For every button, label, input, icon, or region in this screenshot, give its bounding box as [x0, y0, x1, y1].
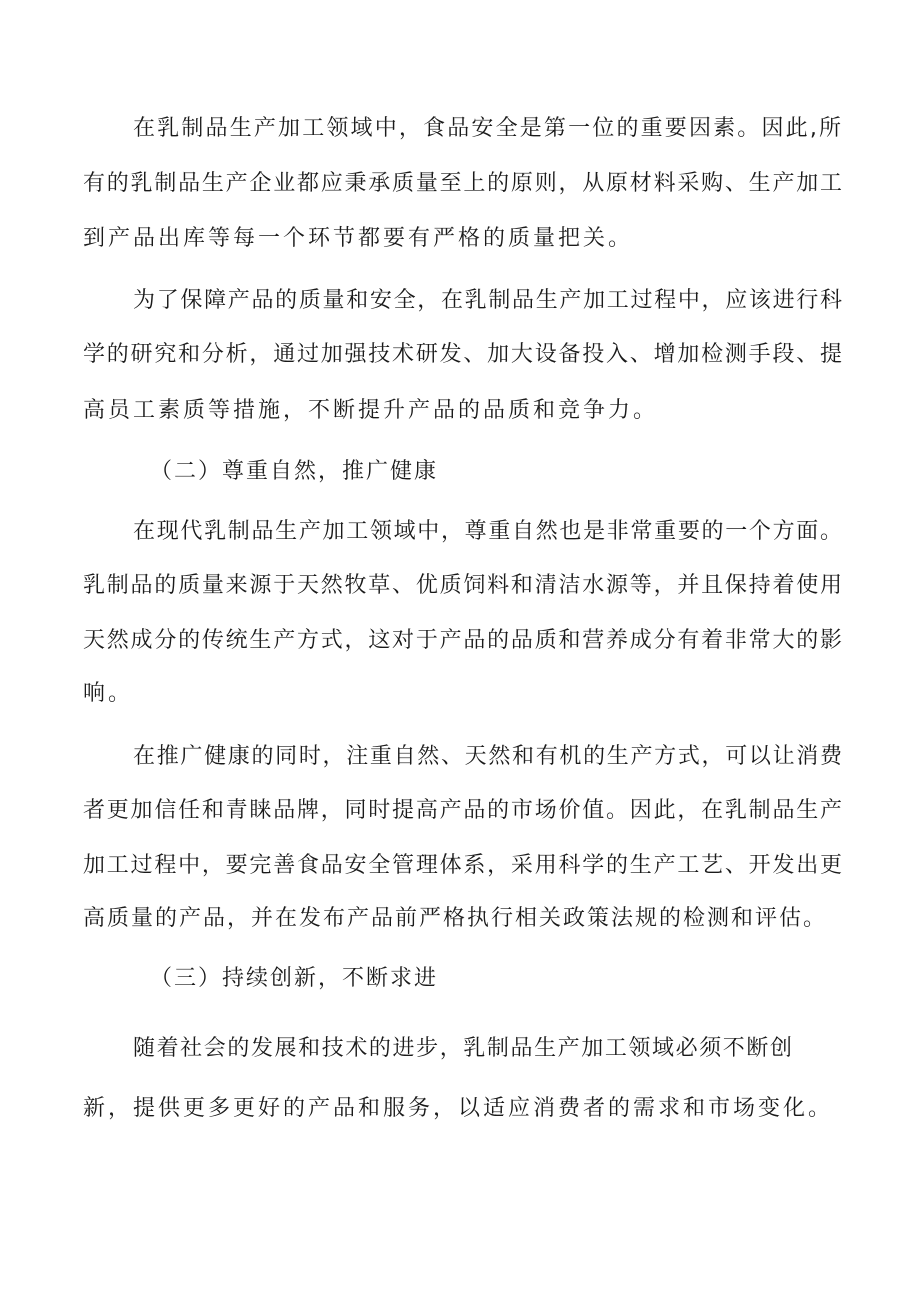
paragraph-2-line-3: 高员工素质等措施，不断提升产品的品质和竞争力。 [83, 398, 659, 423]
paragraph-1-line-2: 有的乳制品生产企业都应秉承质量至上的原则，从原材料采购、生产加工 [83, 171, 843, 196]
section-heading-3: （三）持续创新，不断求进 [150, 966, 439, 991]
paragraph-4-line-1: 在推广健康的同时，注重自然、天然和有机的生产方式，可以让消费 [133, 744, 843, 769]
paragraph-5-line-2: 新，提供更多更好的产品和服务，以适应消费者的需求和市场变化。 [83, 1096, 834, 1121]
paragraph-3-line-3: 天然成分的传统生产方式，这对于产品的品质和营养成分有着非常大的影 [83, 628, 843, 653]
paragraph-3-line-1: 在现代乳制品生产加工领域中，尊重自然也是非常重要的一个方面。 [133, 519, 843, 544]
paragraph-2-line-2: 学的研究和分析，通过加强技术研发、加大设备投入、增加检测手段、提 [83, 342, 843, 367]
paragraph-4-line-2: 者更加信任和青睐品牌，同时提高产品的市场价值。因此，在乳制品生产 [83, 798, 843, 823]
paragraph-3-line-2: 乳制品的质量来源于天然牧草、优质饲料和清洁水源等，并且保持着使用 [83, 573, 843, 598]
paragraph-1-line-1: 在乳制品生产加工领域中，食品安全是第一位的重要因素。因此,所 [133, 116, 843, 141]
paragraph-4-line-3: 加工过程中，要完善食品安全管理体系，采用科学的生产工艺、开发出更 [83, 853, 843, 878]
paragraph-5-line-1: 随着社会的发展和技术的进步，乳制品生产加工领域必须不断创 [133, 1036, 793, 1061]
paragraph-2-line-1: 为了保障产品的质量和安全，在乳制品生产加工过程中，应该进行科 [133, 288, 843, 313]
paragraph-3-line-4: 响。 [83, 681, 134, 706]
paragraph-1-line-3: 到产品出库等每一个环节都要有严格的质量把关。 [83, 226, 634, 251]
section-heading-2: （二）尊重自然，推广健康 [150, 459, 439, 484]
paragraph-4-line-4: 高质量的产品，并在发布产品前严格执行相关政策法规的检测和评估。 [83, 906, 828, 931]
